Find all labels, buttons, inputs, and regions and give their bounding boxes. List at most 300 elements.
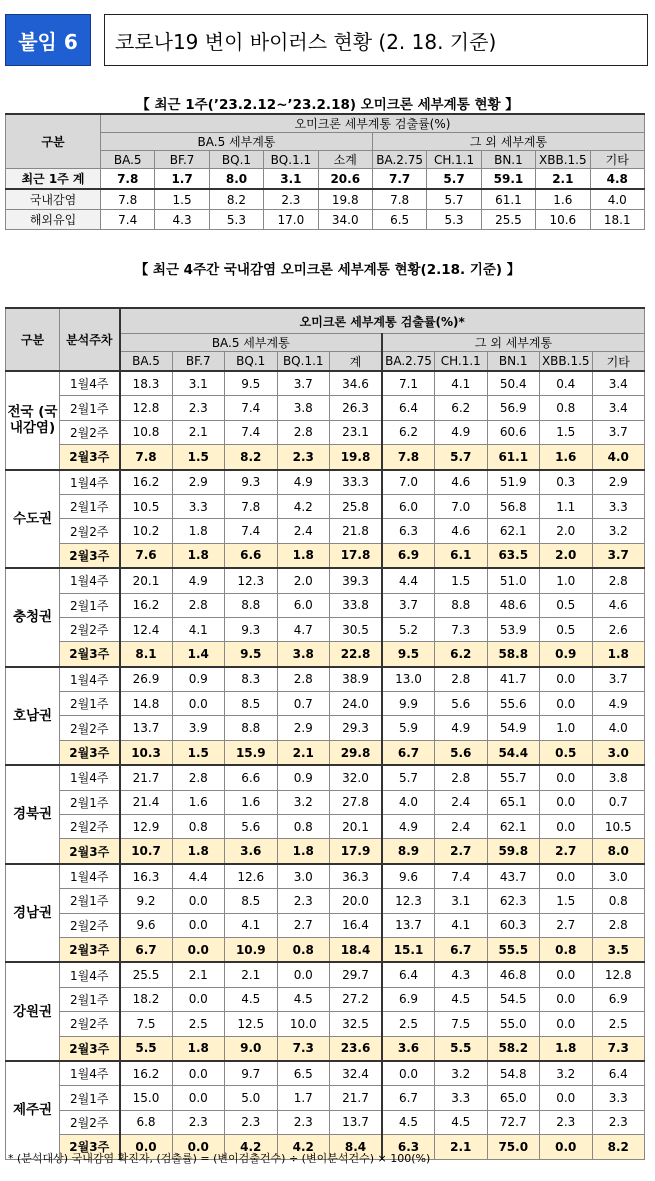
column-header: BA.2.75 [372, 151, 426, 169]
value-cell: 8.5 [225, 889, 278, 913]
value-cell: 48.6 [487, 593, 540, 617]
value-cell: 19.8 [330, 445, 383, 470]
value-cell: 61.1 [487, 445, 540, 470]
value-cell: 0.0 [382, 1061, 435, 1086]
value-cell: 54.8 [487, 1061, 540, 1086]
value-cell: 4.5 [382, 1110, 435, 1134]
value-cell: 21.7 [330, 1086, 383, 1110]
value-cell: 1.6 [172, 790, 225, 814]
value-cell: 2.9 [277, 716, 330, 740]
value-cell: 8.2 [225, 445, 278, 470]
value-cell: 6.9 [382, 987, 435, 1011]
value-cell: 4.9 [277, 470, 330, 495]
value-cell: 1.8 [540, 1036, 593, 1061]
value-cell: 20.1 [120, 568, 173, 593]
table-row [6, 593, 645, 617]
value-cell: 3.1 [264, 169, 318, 190]
table-row [6, 494, 645, 518]
value-cell: 56.8 [487, 494, 540, 518]
value-cell: 21.4 [120, 790, 173, 814]
value-cell: 4.1 [172, 617, 225, 641]
group-header: 구분 [6, 114, 101, 169]
value-cell: 3.1 [435, 889, 488, 913]
table-row [6, 470, 645, 495]
value-cell: 1.5 [172, 445, 225, 470]
week-cell: 2월3주 [60, 642, 120, 667]
value-cell: 8.2 [592, 1135, 645, 1159]
value-cell: 2.3 [277, 445, 330, 470]
value-cell: 1.6 [540, 445, 593, 470]
week-cell: 2월2주 [60, 716, 120, 740]
value-cell: 34.6 [330, 371, 383, 396]
week-cell: 1월4주 [60, 667, 120, 692]
value-cell: 2.0 [540, 543, 593, 568]
value-cell: 2.3 [172, 1110, 225, 1134]
value-cell: 2.1 [435, 1135, 488, 1159]
value-cell: 6.2 [435, 642, 488, 667]
value-cell: 0.0 [172, 987, 225, 1011]
value-cell: 2.3 [592, 1110, 645, 1134]
value-cell: 54.4 [487, 740, 540, 765]
value-cell: 10.2 [120, 519, 173, 543]
value-cell: 1.8 [172, 1036, 225, 1061]
week-cell: 2월3주 [60, 740, 120, 765]
value-cell: 61.1 [481, 189, 535, 210]
value-cell: 7.5 [120, 1012, 173, 1036]
value-cell: 8.2 [209, 189, 263, 210]
value-cell: 4.6 [435, 470, 488, 495]
value-cell: 5.7 [382, 765, 435, 790]
value-cell: 24.0 [330, 692, 383, 716]
value-cell: 2.0 [277, 568, 330, 593]
value-cell: 2.1 [225, 962, 278, 987]
value-cell: 6.7 [435, 937, 488, 962]
value-cell: 0.0 [172, 1135, 225, 1159]
table-row [6, 543, 645, 568]
value-cell: 0.0 [172, 692, 225, 716]
value-cell: 0.8 [540, 396, 593, 420]
value-cell: 12.3 [225, 568, 278, 593]
value-cell: 0.7 [592, 790, 645, 814]
table-row [6, 1012, 645, 1036]
value-cell: 15.0 [120, 1086, 173, 1110]
value-cell: 18.2 [120, 987, 173, 1011]
value-cell: 3.8 [277, 396, 330, 420]
value-cell: 43.7 [487, 864, 540, 889]
value-cell: 3.2 [277, 790, 330, 814]
column-header: 계 [330, 352, 383, 372]
value-cell: 2.4 [435, 815, 488, 839]
other-group-header: 그 외 세부계통 [372, 133, 644, 151]
value-cell: 6.5 [372, 210, 426, 230]
value-cell: 8.4 [330, 1135, 383, 1159]
value-cell: 7.8 [101, 189, 155, 210]
week-cell: 2월1주 [60, 889, 120, 913]
value-cell: 9.0 [225, 1036, 278, 1061]
value-cell: 13.7 [382, 913, 435, 937]
value-cell: 29.8 [330, 740, 383, 765]
table-row [6, 765, 645, 790]
value-cell: 5.5 [435, 1036, 488, 1061]
value-cell: 5.7 [427, 189, 481, 210]
week-cell: 2월3주 [60, 937, 120, 962]
value-cell: 1.0 [540, 716, 593, 740]
value-cell: 0.8 [540, 937, 593, 962]
table-row [6, 913, 645, 937]
value-cell: 12.9 [120, 815, 173, 839]
region-label: 경남권 [6, 864, 60, 963]
value-cell: 3.8 [277, 642, 330, 667]
value-cell: 4.9 [172, 568, 225, 593]
value-cell: 21.7 [120, 765, 173, 790]
value-cell: 59.8 [487, 839, 540, 864]
value-cell: 3.8 [592, 765, 645, 790]
value-cell: 16.2 [120, 593, 173, 617]
value-cell: 3.5 [592, 937, 645, 962]
value-cell: 3.7 [592, 667, 645, 692]
value-cell: 2.7 [277, 913, 330, 937]
value-cell: 8.3 [225, 667, 278, 692]
value-cell: 60.6 [487, 420, 540, 444]
value-cell: 4.0 [592, 445, 645, 470]
value-cell: 5.7 [427, 169, 481, 190]
table-row [6, 962, 645, 987]
value-cell: 2.5 [172, 1012, 225, 1036]
detect-header: 오미크론 세부계통 검출률(%)* [120, 308, 645, 334]
value-cell: 2.8 [592, 568, 645, 593]
value-cell: 4.5 [435, 1110, 488, 1134]
value-cell: 1.8 [592, 642, 645, 667]
table-row [6, 371, 645, 396]
value-cell: 4.3 [155, 210, 209, 230]
value-cell: 3.2 [592, 519, 645, 543]
value-cell: 3.7 [277, 371, 330, 396]
value-cell: 0.0 [540, 1012, 593, 1036]
table-row [6, 1110, 645, 1134]
value-cell: 0.0 [540, 987, 593, 1011]
week-cell: 2월3주 [60, 1135, 120, 1159]
value-cell: 33.3 [330, 470, 383, 495]
column-header: CH.1.1 [435, 352, 488, 372]
value-cell: 1.5 [172, 740, 225, 765]
value-cell: 8.8 [225, 716, 278, 740]
table2-title: 【 최근 4주간 국내감염 오미크론 세부계통 현황(2.18. 기준) 】 [134, 262, 521, 278]
value-cell: 27.2 [330, 987, 383, 1011]
value-cell: 54.9 [487, 716, 540, 740]
value-cell: 0.5 [540, 593, 593, 617]
table-row [6, 692, 645, 716]
value-cell: 2.5 [592, 1012, 645, 1036]
value-cell: 10.5 [592, 815, 645, 839]
value-cell: 3.7 [382, 593, 435, 617]
region-label: 호남권 [6, 667, 60, 766]
week-cell: 1월4주 [60, 371, 120, 396]
value-cell: 4.3 [435, 962, 488, 987]
value-cell: 32.5 [330, 1012, 383, 1036]
value-cell: 4.9 [435, 716, 488, 740]
row-label: 국내감염 [6, 189, 101, 210]
value-cell: 0.8 [277, 937, 330, 962]
value-cell: 2.3 [225, 1110, 278, 1134]
week-cell: 2월1주 [60, 593, 120, 617]
table-row [6, 519, 645, 543]
value-cell: 0.0 [540, 962, 593, 987]
value-cell: 0.0 [540, 667, 593, 692]
value-cell: 3.9 [172, 716, 225, 740]
value-cell: 17.0 [264, 210, 318, 230]
value-cell: 0.0 [540, 1086, 593, 1110]
value-cell: 0.0 [540, 790, 593, 814]
table-row [6, 1061, 645, 1086]
table-row [6, 169, 645, 190]
value-cell: 0.0 [172, 913, 225, 937]
region-label: 충청권 [6, 568, 60, 667]
value-cell: 4.0 [592, 716, 645, 740]
value-cell: 3.3 [592, 1086, 645, 1110]
value-cell: 12.4 [120, 617, 173, 641]
value-cell: 1.5 [540, 889, 593, 913]
value-cell: 3.0 [277, 864, 330, 889]
value-cell: 0.9 [277, 765, 330, 790]
value-cell: 25.8 [330, 494, 383, 518]
value-cell: 4.9 [382, 815, 435, 839]
column-header: BF.7 [172, 352, 225, 372]
value-cell: 2.3 [277, 889, 330, 913]
week-cell: 2월1주 [60, 987, 120, 1011]
value-cell: 0.0 [172, 1061, 225, 1086]
value-cell: 23.6 [330, 1036, 383, 1061]
week-cell: 2월2주 [60, 1110, 120, 1134]
column-header: BF.7 [155, 151, 209, 169]
value-cell: 10.0 [277, 1012, 330, 1036]
value-cell: 55.0 [487, 1012, 540, 1036]
column-header: BN.1 [481, 151, 535, 169]
value-cell: 4.0 [382, 790, 435, 814]
value-cell: 18.1 [590, 210, 644, 230]
week-cell: 1월4주 [60, 962, 120, 987]
region-label: 경북권 [6, 765, 60, 864]
value-cell: 72.7 [487, 1110, 540, 1134]
value-cell: 23.1 [330, 420, 383, 444]
page-title: 코로나19 변이 바이러스 현황 (2. 18. 기준) [104, 14, 648, 66]
value-cell: 2.8 [172, 593, 225, 617]
value-cell: 16.2 [120, 470, 173, 495]
value-cell: 62.1 [487, 519, 540, 543]
value-cell: 1.5 [435, 568, 488, 593]
value-cell: 13.7 [120, 716, 173, 740]
value-cell: 4.4 [382, 568, 435, 593]
value-cell: 5.5 [120, 1036, 173, 1061]
weekly-summary-table [5, 113, 645, 230]
week-cell: 2월3주 [60, 839, 120, 864]
value-cell: 7.4 [225, 519, 278, 543]
value-cell: 7.4 [101, 210, 155, 230]
value-cell: 5.9 [382, 716, 435, 740]
week-cell: 2월2주 [60, 913, 120, 937]
value-cell: 7.3 [592, 1036, 645, 1061]
value-cell: 55.5 [487, 937, 540, 962]
column-header: BA.5 [120, 352, 173, 372]
value-cell: 62.1 [487, 815, 540, 839]
value-cell: 1.8 [277, 839, 330, 864]
value-cell: 10.3 [120, 740, 173, 765]
value-cell: 7.8 [101, 169, 155, 190]
detect-header: 오미크론 세부계통 검출률(%) [101, 114, 645, 133]
week-cell: 1월4주 [60, 864, 120, 889]
value-cell: 25.5 [120, 962, 173, 987]
table-row [6, 667, 645, 692]
value-cell: 1.6 [536, 189, 590, 210]
value-cell: 12.3 [382, 889, 435, 913]
value-cell: 1.1 [540, 494, 593, 518]
value-cell: 60.3 [487, 913, 540, 937]
value-cell: 6.3 [382, 1135, 435, 1159]
table-row [6, 445, 645, 470]
group-header: 구분 [6, 308, 60, 371]
value-cell: 6.7 [382, 740, 435, 765]
value-cell: 65.1 [487, 790, 540, 814]
week-cell: 1월4주 [60, 765, 120, 790]
value-cell: 53.9 [487, 617, 540, 641]
value-cell: 8.0 [592, 839, 645, 864]
value-cell: 2.9 [172, 470, 225, 495]
column-header: 기타 [590, 151, 644, 169]
value-cell: 16.2 [120, 1061, 173, 1086]
value-cell: 6.4 [382, 396, 435, 420]
value-cell: 0.0 [540, 765, 593, 790]
value-cell: 3.4 [592, 371, 645, 396]
table-row [6, 420, 645, 444]
value-cell: 2.7 [540, 839, 593, 864]
week-cell: 2월2주 [60, 815, 120, 839]
value-cell: 1.4 [172, 642, 225, 667]
table1-title: 【 최근 1주(’23.2.12~’23.2.18) 오미크론 세부계통 현황 】 [136, 97, 519, 113]
table-row [6, 642, 645, 667]
value-cell: 0.0 [540, 864, 593, 889]
value-cell: 4.7 [277, 617, 330, 641]
value-cell: 38.9 [330, 667, 383, 692]
week-cell: 2월1주 [60, 494, 120, 518]
value-cell: 30.5 [330, 617, 383, 641]
value-cell: 6.4 [592, 1061, 645, 1086]
value-cell: 0.0 [277, 962, 330, 987]
table-row [6, 210, 645, 230]
value-cell: 4.6 [435, 519, 488, 543]
value-cell: 7.8 [225, 494, 278, 518]
week-cell: 2월2주 [60, 617, 120, 641]
value-cell: 1.6 [225, 790, 278, 814]
value-cell: 6.0 [382, 494, 435, 518]
week-cell: 2월2주 [60, 519, 120, 543]
value-cell: 7.8 [372, 189, 426, 210]
week-cell: 1월4주 [60, 568, 120, 593]
column-header: XBB.1.5 [536, 151, 590, 169]
value-cell: 4.5 [435, 987, 488, 1011]
value-cell: 2.3 [540, 1110, 593, 1134]
value-cell: 4.5 [225, 987, 278, 1011]
value-cell: 7.8 [120, 445, 173, 470]
column-header: BQ.1.1 [277, 352, 330, 372]
value-cell: 18.3 [120, 371, 173, 396]
value-cell: 13.0 [382, 667, 435, 692]
value-cell: 5.3 [209, 210, 263, 230]
value-cell: 0.0 [540, 692, 593, 716]
value-cell: 29.3 [330, 716, 383, 740]
value-cell: 9.5 [225, 371, 278, 396]
value-cell: 0.8 [277, 815, 330, 839]
table-row [6, 815, 645, 839]
value-cell: 6.2 [435, 396, 488, 420]
value-cell: 3.6 [225, 839, 278, 864]
value-cell: 7.7 [372, 169, 426, 190]
value-cell: 2.4 [277, 519, 330, 543]
table-row [6, 790, 645, 814]
value-cell: 4.4 [172, 864, 225, 889]
value-cell: 10.5 [120, 494, 173, 518]
value-cell: 8.8 [225, 593, 278, 617]
value-cell: 8.0 [209, 169, 263, 190]
week-cell: 2월1주 [60, 1086, 120, 1110]
value-cell: 1.8 [277, 543, 330, 568]
value-cell: 6.0 [277, 593, 330, 617]
value-cell: 0.0 [172, 1086, 225, 1110]
region-label: 강원권 [6, 962, 60, 1061]
value-cell: 12.8 [592, 962, 645, 987]
week-cell: 2월3주 [60, 543, 120, 568]
value-cell: 5.7 [435, 445, 488, 470]
value-cell: 4.0 [590, 189, 644, 210]
value-cell: 7.0 [382, 470, 435, 495]
value-cell: 2.3 [277, 1110, 330, 1134]
value-cell: 7.4 [225, 396, 278, 420]
value-cell: 2.1 [277, 740, 330, 765]
value-cell: 16.4 [330, 913, 383, 937]
value-cell: 8.1 [120, 642, 173, 667]
value-cell: 14.8 [120, 692, 173, 716]
value-cell: 8.9 [382, 839, 435, 864]
value-cell: 2.0 [540, 519, 593, 543]
value-cell: 8.5 [225, 692, 278, 716]
value-cell: 10.7 [120, 839, 173, 864]
value-cell: 32.4 [330, 1061, 383, 1086]
value-cell: 41.7 [487, 667, 540, 692]
value-cell: 7.6 [120, 543, 173, 568]
value-cell: 9.3 [225, 470, 278, 495]
value-cell: 75.0 [487, 1135, 540, 1159]
value-cell: 10.9 [225, 937, 278, 962]
value-cell: 4.8 [590, 169, 644, 190]
value-cell: 6.1 [435, 543, 488, 568]
value-cell: 3.6 [382, 1036, 435, 1061]
value-cell: 2.3 [264, 189, 318, 210]
value-cell: 9.3 [225, 617, 278, 641]
value-cell: 50.4 [487, 371, 540, 396]
value-cell: 2.6 [592, 617, 645, 641]
table-row [6, 568, 645, 593]
value-cell: 63.5 [487, 543, 540, 568]
column-header: BA.2.75 [382, 352, 435, 372]
value-cell: 4.1 [225, 913, 278, 937]
value-cell: 0.8 [592, 889, 645, 913]
value-cell: 3.7 [592, 543, 645, 568]
table-row [6, 987, 645, 1011]
value-cell: 5.6 [435, 692, 488, 716]
value-cell: 5.2 [382, 617, 435, 641]
value-cell: 19.8 [318, 189, 372, 210]
value-cell: 3.0 [592, 864, 645, 889]
value-cell: 6.6 [225, 543, 278, 568]
value-cell: 2.8 [277, 420, 330, 444]
